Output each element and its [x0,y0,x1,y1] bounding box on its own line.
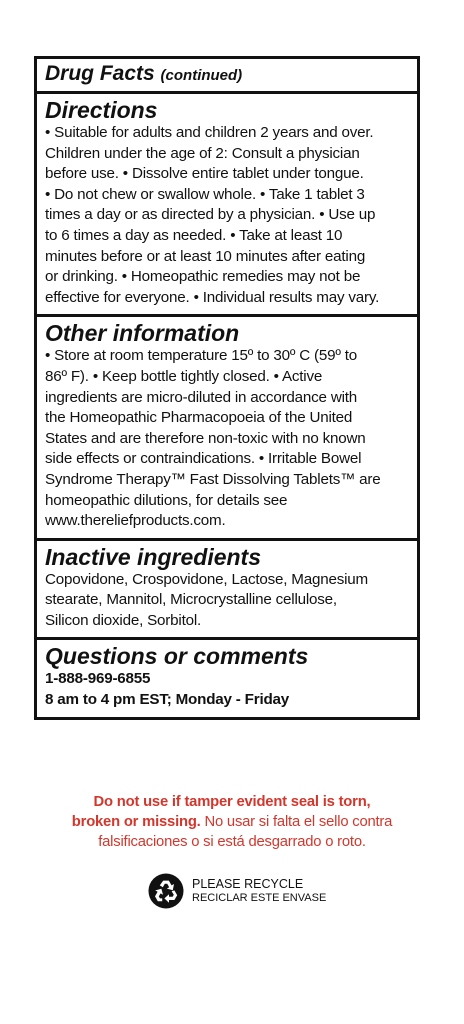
tamper-warning-bold-1: Do not use if tamper evident seal is torn, [93,794,371,810]
directions-line: times a day or as directed by a physician. • Use up [45,206,376,224]
inactive-ingredients-heading: Inactive ingredients [45,543,262,570]
directions-line: or drinking. • Homeopathic remedies may not be [45,268,361,286]
recycle-block [148,873,326,909]
other-information-line: homeopathic dilutions, for details see [45,491,288,509]
other-information-line: ingredients are micro-diluted in accordance with [45,388,358,406]
inactive-ingredients-line: stearate, Mannitol, Microcrystalline cellulose, [45,591,337,609]
questions-text [45,669,409,710]
directions-line: Children under the age of 2: Consult a physician [45,144,360,162]
other-information-section [37,314,417,537]
directions-line: effective for everyone. • Individual results may vary. [45,288,380,306]
drug-facts-panel [34,56,420,720]
questions-section [37,637,417,716]
drug-facts-continued: (continued) [160,67,243,84]
recycle-text-english: PLEASE RECYCLE [192,877,304,891]
directions-line: • Do not chew or swallow whole. • Take 1 tablet 3 [45,185,365,203]
tamper-warning-line-2 [0,812,464,832]
recycle-text-spanish: RECICLAR ESTE ENVASE [192,892,327,904]
tamper-warning [0,792,464,852]
other-information-line: the Homeopathic Pharmacopoeia of the United [45,409,353,427]
directions-heading: Directions [45,97,158,123]
tamper-warning-line-1 [0,792,464,812]
drug-facts-header [37,59,417,91]
inactive-ingredients-line: Copovidone, Crospovidone, Lactose, Magnesium [45,570,368,588]
drug-facts-title: Drug Facts [45,62,155,85]
other-information-heading: Other information [45,320,240,347]
inactive-ingredients-text [45,570,409,632]
inactive-ingredients-section [37,538,417,638]
other-information-line: Syndrome Therapy™ Fast Dissolving Tablets™ are [45,470,381,488]
other-information-text [45,346,409,531]
directions-line: before use. • Dissolve entire tablet under tongue. [45,165,364,183]
contact-hours: 8 am to 4 pm EST; Monday - Friday [45,691,290,709]
directions-line: to 6 times a day as needed. • Take at least 10 [45,226,343,244]
tamper-warning-spanish-2: falsificaciones o si está desgarrado o roto. [98,834,366,850]
other-information-line: States and are therefore non-toxic with no known [45,429,366,447]
directions-text [45,123,409,308]
tamper-warning-line-3 [0,832,464,852]
recycle-icon [148,873,184,909]
questions-heading: Questions or comments [45,643,309,670]
directions-section [37,91,417,314]
other-information-line: 86º F). • Keep bottle tightly closed. • Active [45,367,323,385]
drug-facts-title-row [45,61,409,89]
inactive-ingredients-line: Silicon dioxide, Sorbitol. [45,611,202,629]
other-information-line: side effects or contraindications. • Irritable Bowel [45,450,362,468]
directions-line: • Suitable for adults and children 2 years and over. [45,124,374,141]
tamper-warning-spanish-1: No usar si falta el sello contra [200,814,393,830]
other-information-line: www.thereliefproducts.com. [45,512,226,530]
phone-number: 1-888-969-6855 [45,670,151,688]
directions-line: minutes before or at least 10 minutes after eating [45,247,366,265]
tamper-warning-bold-2: broken or missing. [71,814,201,830]
other-information-line: • Store at room temperature 15º to 30º C (59º to [45,347,358,365]
recycle-text [192,877,326,905]
